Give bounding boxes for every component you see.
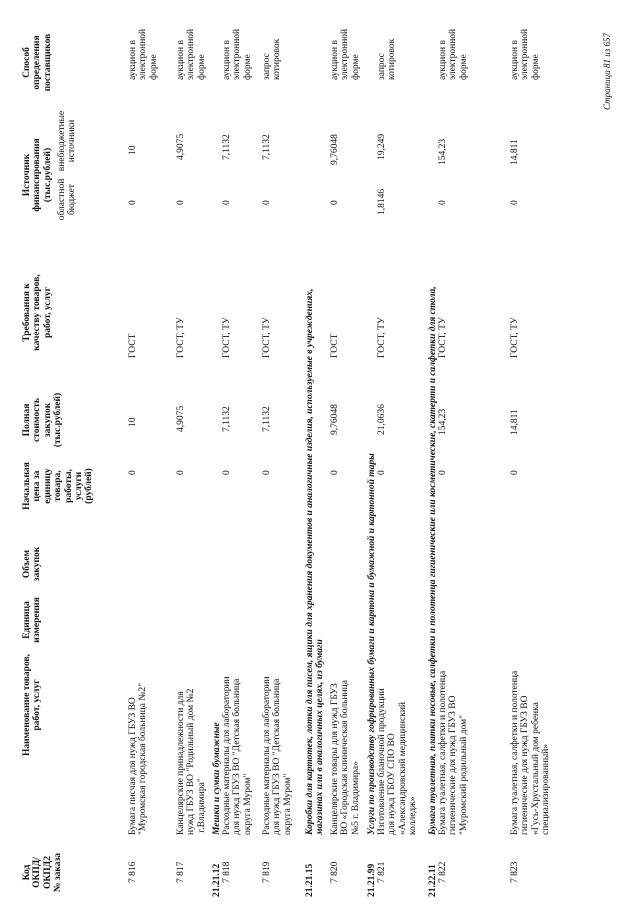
row-7816-total: 10	[128, 417, 138, 427]
row-7819-name: Расходные материалы для лаборатории для нужд ГБУЗ ВО "Детская больница округа Муром"	[262, 676, 293, 835]
section-21-22-11-code: 21.22.11	[428, 864, 438, 897]
row-7823-ext: 14,811	[510, 139, 520, 165]
row-7823-reg: 0	[510, 200, 520, 205]
row-7817-req: ГОСТ, ТУ	[176, 317, 186, 358]
col-header-source-regional: областной бюджет	[57, 178, 78, 221]
col-header-price: Начальная цена за единицу товара, работы, услуги (рублей)	[22, 462, 95, 510]
row-7821-method: запрос котировок	[377, 38, 398, 80]
row-7822-total: 154,23	[438, 408, 448, 435]
row-7822-reg: 0	[438, 200, 448, 205]
row-7816-name: Бумага писчая для нужд ГБУЗ ВО "Муромская городская больница №2"	[128, 682, 149, 835]
row-7822-num: 7 822	[438, 861, 448, 883]
row-7820-name: Канцелярские товары для нужд ГБУЗ ВО «Городская клиническая больница №5 г. Владимира»	[330, 680, 361, 835]
row-7816-ext: 10	[128, 145, 138, 155]
row-7818-num: 7 818	[222, 861, 232, 883]
row-7817-method: аукцион в электронной форме	[176, 28, 207, 80]
section-21-21-12-code: 21.21.12	[212, 863, 222, 897]
row-7820-total: 9,76048	[330, 404, 340, 435]
row-7819-reg: 0	[262, 200, 272, 205]
row-7823-name: Бумага туалетная, салфетки и полотенца гигиенические для нужд ГБУЗ ВО «Гусь-Хрустальный дом ребенка специализированный»	[510, 670, 552, 835]
col-header-volume: Объем закупок	[22, 546, 43, 582]
section-21-22-11-title: Бумага туалетная, платки носовые, салфетки и полотенца гигиенические или косметические, скатерти и салфетки для стола,	[428, 286, 438, 835]
row-7822-ext: 154,23	[438, 138, 448, 165]
col-header-total: Полная стоимость закупок (тыс.рублей)	[22, 392, 64, 448]
row-7821-total: 21,0636	[377, 404, 387, 435]
row-7823-num: 7 823	[510, 861, 520, 883]
row-7820-ext: 9,76048	[330, 134, 340, 165]
row-7817-total: 4,9075	[176, 405, 186, 432]
row-7821-price: 0	[377, 470, 387, 475]
col-header-code: Код ОКПД/ ОКПД2 № заказа	[22, 852, 64, 893]
row-7820-reg: 0	[330, 200, 340, 205]
row-7822-req: ГОСТ, ТУ	[438, 317, 448, 358]
row-7819-ext: 7,1132	[262, 134, 272, 160]
row-7822-price: 0	[438, 470, 448, 475]
row-7818-total: 7,1132	[222, 406, 232, 432]
row-7818-ext: 7,1132	[222, 134, 232, 160]
row-7822-method: аукцион в электронной форме	[438, 28, 469, 80]
row-7820-req: ГОСТ	[330, 333, 340, 358]
row-7816-reg: 0	[128, 200, 138, 205]
row-7818-req: ГОСТ, ТУ	[222, 317, 232, 358]
row-7823-req: ГОСТ, ТУ	[510, 317, 520, 358]
col-header-method: Способ определения поставщиков	[22, 33, 53, 92]
row-7820-num: 7 820	[330, 861, 340, 883]
row-7822-name: Бумага туалетная, салфетки и полотенца гигиенические для нужд ГБУЗ ВО "Муромский родильный дом"	[438, 670, 469, 835]
section-21-21-99-title: Услуги по производству гофрированных бумаги и картона и бумажной и картонной тары	[367, 453, 377, 835]
row-7816-price: 0	[128, 470, 138, 475]
col-header-requirements: Требования к качеству товаров, работ, услуг	[22, 274, 53, 351]
col-header-source-external: внебюджетные источники	[57, 110, 78, 172]
row-7817-price: 0	[176, 470, 186, 475]
col-header-unit: Единица измерения	[22, 597, 43, 643]
section-21-21-12-title: Мешки и сумки бумажные	[212, 722, 222, 835]
page-number: Страница 81 из 657	[602, 33, 612, 110]
section-21-21-99-code: 21.21.99	[367, 863, 377, 897]
row-7818-method: аукцион в электронной форме	[222, 28, 253, 80]
row-7816-req: ГОСТ	[128, 333, 138, 358]
col-header-source: Источник финансирования (тыс.рублей)	[22, 138, 53, 212]
row-7821-req: ГОСТ, ТУ	[377, 317, 387, 358]
section-21-21-15-title: Коробки для картотек, лотки для писем, ящики для хранения документов и аналогичные изделия, используемые в учреждениях, магазинах или в аналогичных целях, из бумаги	[305, 288, 326, 835]
row-7819-total: 7,1132	[262, 406, 272, 432]
row-7821-name: Изготовление бланочной продукции для нужд ГБОУ СПО ВО «Александровский медицинский колледж»	[377, 688, 419, 835]
row-7819-price: 0	[262, 470, 272, 475]
row-7823-method: аукцион в электронной форме	[510, 28, 541, 80]
row-7819-num: 7 819	[262, 861, 272, 883]
row-7818-price: 0	[222, 470, 232, 475]
row-7823-price: 0	[510, 470, 520, 475]
row-7819-req: ГОСТ, ТУ	[262, 317, 272, 358]
row-7817-ext: 4,9075	[176, 133, 186, 160]
col-header-name: Наименование товаров, работ, услуг	[22, 654, 43, 756]
row-7818-name: Расходные материалы для лаборатории для нужд ГБУЗ ВО "Детская больница округа Муром"	[222, 676, 253, 835]
row-7821-reg: 1,8146	[377, 188, 387, 215]
row-7818-reg: 0	[222, 200, 232, 205]
row-7821-num: 7 821	[377, 861, 387, 883]
row-7823-total: 14,811	[510, 409, 520, 435]
row-7817-name: Канцелярские принадлежности для нужд ГБУЗ ВО "Родильный дом №2 г.Владимира"	[176, 688, 207, 835]
row-7817-num: 7 817	[176, 861, 186, 883]
row-7816-method: аукцион в электронной форме	[128, 28, 159, 80]
row-7821-ext: 19,249	[377, 133, 387, 160]
row-7819-method: запрос котировок	[262, 38, 283, 80]
row-7817-reg: 0	[176, 200, 186, 205]
row-7820-method: аукцион в электронной форме	[330, 28, 361, 80]
section-21-21-15-code: 21.21.15	[305, 863, 315, 897]
row-7820-price: 0	[330, 470, 340, 475]
row-7816-num: 7 816	[128, 861, 138, 883]
